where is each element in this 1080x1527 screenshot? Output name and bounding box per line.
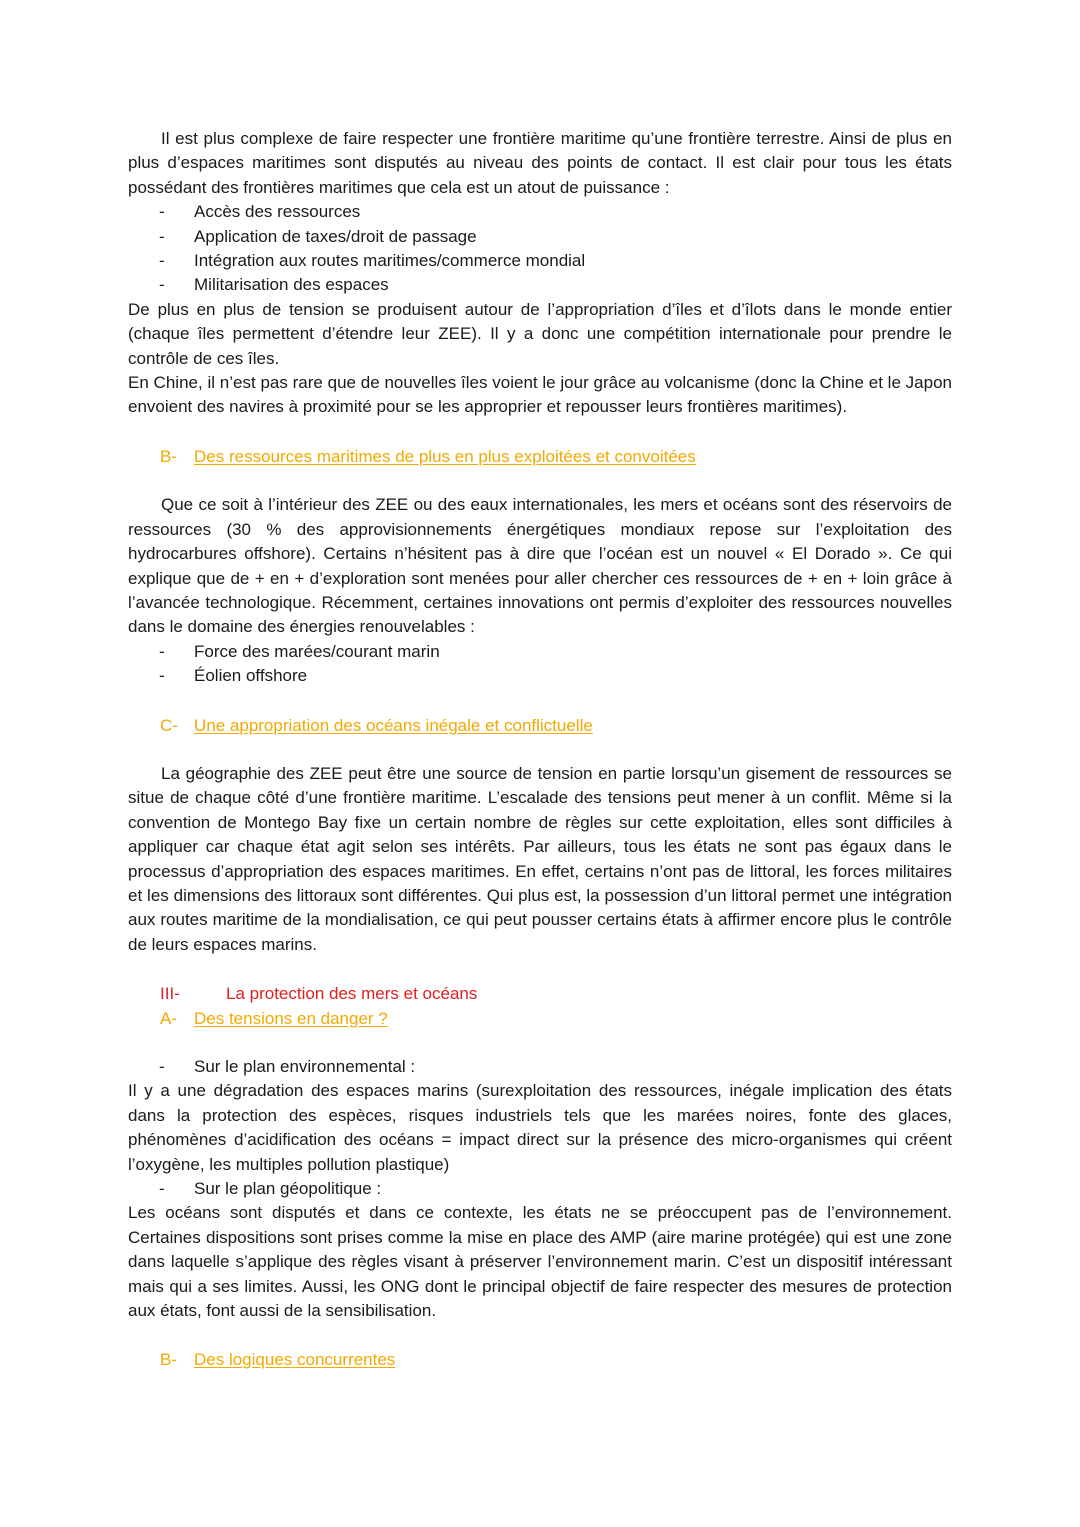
section-iii-b-number: B- [160,1350,177,1370]
geopolitics-list [128,1177,952,1201]
environment-list [128,1055,952,1079]
section-iii-b-heading [128,1348,952,1372]
section-b-title: Des ressources maritimes de plus en plus exploitées et convoitées [194,446,696,466]
document-page [128,127,952,1373]
section-iii-number: III- [160,984,180,1004]
section-iii-heading [128,982,952,1006]
renewables-list [128,640,952,689]
section-iii-a-number: A- [160,1008,177,1028]
list-item: - Intégration aux routes maritimes/commerce mondial [128,249,952,273]
list-item: - Militarisation des espaces [128,273,952,297]
section-iii-title: La protection des mers et océans [226,984,478,1004]
geopolitics-paragraph: Les océans sont disputés et dans ce contexte, les états ne se préoccupent pas de l’environnement. Certaines dispositions sont prises comme la mise en place des AMP (aire marine protégée) qui est une zone dans laquelle s’applique des règles visant à préserver l’environnement marin. C’est un dispositif intéressant mais qui a ses limites. Aussi, les ONG dont le principal objectif de faire respecter des mesures de protection aux états, font aussi de la sensibilisation. [128,1203,952,1321]
islands-paragraph: De plus en plus de tension se produisent autour de l’appropriation d’îles et d’îlots dans le monde entier (chaque îles permettent d’étendre leur ZEE). Il y a donc une compétition internationale pour prendre le contrôle de ces îles. [128,299,952,368]
list-item: - Accès des ressources [128,200,952,224]
china-paragraph: En Chine, il n’est pas rare que de nouvelles îles voient le jour grâce au volcanisme (donc la Chine et le Japon envoient des navires à proximité pour se les approprier et repousser leurs frontières maritimes). [128,373,952,417]
list-item: - Application de taxes/droit de passage [128,225,952,249]
list-item: - Force des marées/courant marin [128,640,952,664]
section-c-title: Une appropriation des océans inégale et conflictuelle [194,715,593,735]
list-item: - Sur le plan géopolitique : [128,1177,952,1201]
section-b-number: B- [160,446,177,466]
section-iii-a-title: Des tensions en danger ? [194,1008,388,1028]
section-b-heading [128,445,952,469]
environment-paragraph: Il y a une dégradation des espaces marins (surexploitation des ressources, inégale implication des états dans la protection des espèces, risques industriels tels que les marées noires, fonte des glaces, phénomènes d’acidification des océans = impact direct sur la présence des micro-organismes qui créent l’oxygène, les multiples pollution plastique) [128,1081,952,1174]
section-c-number: C- [160,715,178,735]
section-iii-b-title: Des logiques concurrentes [194,1350,396,1370]
appropriation-paragraph: La géographie des ZEE peut être une source de tension en partie lorsqu’un gisement de ressources se situe de chaque côté d’une frontière maritime. L’escalade des tensions peut mener à un conflit. Même si la convention de Montego Bay fixe un certain nombre de règles sur cette exploitation, elles sont difficiles à appliquer car chaque état agit selon ses intérêts. Par ailleurs, tous les états ne sont pas égaux dans le processus d’appropriation des espaces maritimes. En effet, certains n’ont pas de littoral, les forces militaires et les dimensions des littoraux sont différentes. Qui plus est, la possession d’un littoral permet une intégration aux routes maritime de la mondialisation, ce qui peut pousser certains états à affirmer encore plus le contrôle de leurs espaces marins. [128,763,952,954]
section-iii-a-heading [128,1007,952,1031]
intro-paragraph: Il est plus complexe de faire respecter une frontière maritime qu’une frontière terrestre. Ainsi de plus en plus d’espaces maritimes sont disputés au niveau des points de contact. Il est clair pour tous les états possédant des frontières maritimes que cela est un atout de puissance : [128,129,952,197]
power-assets-list [128,200,952,298]
resources-paragraph: Que ce soit à l’intérieur des ZEE ou des eaux internationales, les mers et océans sont des réservoirs de ressources (30 % des approvisionnements énergétiques mondiaux repose sur l’exploitation des hydrocarbures offshore). Certains n’hésitent pas à dire que l’océan est un nouvel « El Dorado ». Ce qui explique que de + en + d’exploration sont menées pour aller chercher ces ressources de + en + loin grâce à l’avancée technologique. Récemment, certaines innovations ont permis d’exploiter des ressources nouvelles dans le domaine des énergies renouvelables : [128,495,952,637]
section-c-heading [128,714,952,738]
list-item: - Sur le plan environnemental : [128,1055,952,1079]
list-item: - Éolien offshore [128,664,952,688]
